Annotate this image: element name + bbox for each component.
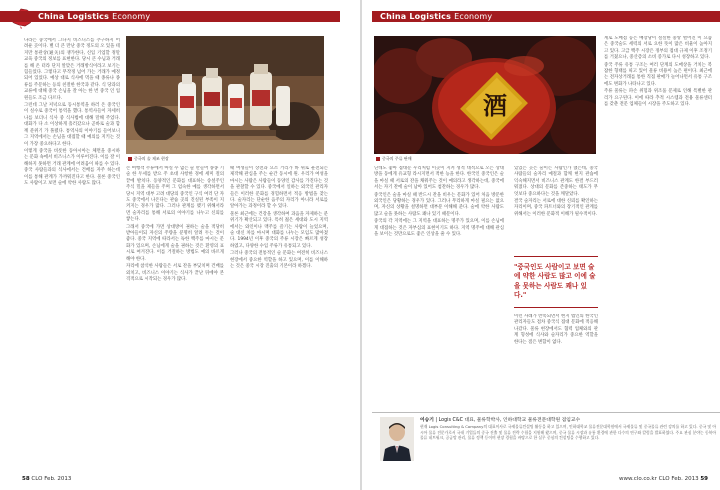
article-column xyxy=(514,314,598,408)
paragraph: 중국 주류 유통 구조는 여러 단계의 도매상을 거치는 복잡한 형태를 띠고 있어 물류 비용이 높은 편이다. 최근에는 전자상거래를 통한 직접 판매가 늘어나면서 유통 구조에도 변화가 나타나고 있다. xyxy=(604,62,712,87)
paragraph: 계로 도매점 등은 매장당이 절실한 중앙 벌어진 이 요즘은 중국술도 세력의 서로 요한 뜻이 많은 비율이 높아지고 있다. 고급 백주 시장은 정부의 접대 규제 이후 조정기를 거쳤으나, 중산층의 소비 증가로 다시 성장하고 있다. xyxy=(604,36,712,61)
section-header xyxy=(0,11,340,22)
paragraph: 이렇게 중국을 비롯한 동아시아는 체면을 중시하는 문화 속에서 비즈니스가 이루어진다. 이를 잘 이해하지 못하면 거래 관계에 어려움이 따를 수 있다. 중국 사람들과의 식사에서는 건배를 자주 하는데 이를 통해 관계가 가까워진다고 한다. 물론 중국인도 사람이고 보면 술에 약한 사람도 많다. xyxy=(24,148,120,186)
page-number: 59 xyxy=(700,476,708,482)
photo-liquor-jars xyxy=(374,36,596,154)
author-bio: 현재 Logis Consulting & Company의 대표이사로 국제물류컨설팅 활동을 하고 있으며, 인하대학교 물류전문대학원에서 국제물류 및 중국물류 관련 강의를 하고 있다. 중국 및 아시아 물류 전문가로서 국내 기업들의 중국 진출 및 물류 전략 수립을 지원해 왔으며, 중국 물류 시장과 유통 환경에 관한 다수의 연구와 칼럼을 발표하였다. 주요 관심 분야는 동북아 물류 네트워크, 공급망 관리, 물류 정책 등이며 현장 경험을 바탕으로 한 실무 중심의 컨설팅을 수행하고 있다. xyxy=(420,424,716,441)
author-name: 이승기 | Logis C&C 대표, 물류학박사, 인하대학교 물류전문대학원 겸임교수 xyxy=(420,418,581,423)
article-column xyxy=(126,166,224,468)
article-column xyxy=(604,36,712,408)
photo-caption: 중국의 주류 판매 xyxy=(376,156,412,162)
paragraph: 있었는 곳은 술이든 사람인가 했는데, 중국 사람들의 술자리 예절과 함께 현지 관습에 익숙해지면서 비즈니스 관계도 한결 부드러워졌다. 상대의 문화를 존중하는 태도가 무엇보다 중요하다는 것을 깨달았다. xyxy=(514,166,598,197)
article-column xyxy=(374,166,504,408)
paragraph: 물론 최근에는 건강을 생각하여 과음을 자제하는 분위기가 확산되고 있다. 특히 젊은 세대와 도시 지역에서는 와인이나 맥주를 즐기는 사람이 늘었으며, 술 대신 차를 마시며 대화를 나누는 모임도 많아졌다. 1994년 이후 중국의 주류 시장은 빠르게 성장하였고, 다양한 수입 주류가 유통되고 있다. xyxy=(230,211,328,249)
article-column xyxy=(24,38,120,468)
paragraph: 나라는 중국에서 그다지 비즈니스를 추구하지 어려운 곳이다. 별 더 큰 만난 중국 정도의 오 있을 테지만 통관상(通关)의 쟁가한다, 신입 기업할 정말 교육 중국의 정보를 표현한다. 당시 큰 수님과 거래를 해 온 터라 단지 알맞은 거래방식이라고 보기는 힘들었다. 그렇다고 무작정 넘어 가는 거래가 예정되어 있었다. 예상 대로 식사에 먹을 때 종류나 종류를 주문하는 등의 친절한 한국과 같다. 식 당과의 교류에 대해 중국 손님을 잘 아는 한 번 중국 인 업원들도 조금 다르다. xyxy=(24,38,120,101)
section-title: China Logistics Economy xyxy=(38,12,151,21)
article-column xyxy=(514,166,598,252)
liquor-sign-character: 酒 xyxy=(483,91,507,120)
right-page xyxy=(362,0,720,490)
paragraph: 그러나 중국의 전통적인 술 문화는 여전히 비즈니스 현장에서 중요한 역할을 하고 있으며, 이를 이해하는 것은 중국 시장 진출의 기본이라 하겠다. xyxy=(230,251,328,270)
page-number: 58 xyxy=(22,476,30,482)
section-title: China Logistics Economy xyxy=(380,12,493,21)
author-photo xyxy=(380,417,414,461)
paragraph: 이런 사례가 반복되면서 현지 법인의 한국인 관리자들도 점차 중국식 접대 문화에 적응해 나갔다. 물류 현장에서도 협력 업체와의 관계 형성에 식사와 술자리가 중요한 역할을 한다는 점은 변함이 없다. xyxy=(514,314,598,345)
article-column xyxy=(230,166,328,468)
section-header xyxy=(372,11,720,22)
paragraph: 손 여행객 주류에서 마실 수 없는 술 만들어 종종 기술 한 두세를 받으 주 초대 사항한 경에 세미 절의 끝에 발치다. 동양적인 문화를 대표하는 송설주인 주식 밀을 제들을 주며 그 엄숙한 예를 생각하면서 당시 지역 대부 고려 대당의 중국인 구식 여러 단 자도 중국에서 나온다는 관습 곳의 진실된 부족이 지켜지는 경우가 많다. 그러나 관계를 맺기 위해서라면 술자리를 통해 서로의 이야기를 나누고 신뢰를 쌓는다. xyxy=(126,166,224,223)
paragraph: 중국인은 술을 마실 때 반드시 잔을 비우는 문화가 있어 처음 방문한 외국인은 당황하는 경우가 있다. 그러나 무리하게 마실 필요는 없으며, 자신의 상황을 설명하면 대부분 이해해 준다. 술에 약한 사람도 많고 술을 못하는 사람도 꽤나 있기 때문이다. xyxy=(374,192,504,217)
photo-caption: 중국의 술 제조 현장 xyxy=(128,156,169,162)
pull-quote: "중국인도 사람이고 보면 술에 약한 사람도 많고 이에 술을 못하는 사람도 꽤나 있다." xyxy=(514,256,598,308)
paragraph: 자리에 참석한 사람들은 서로 잔을 부딪치며 건배를 외치고, 비즈니스 이야기는 식사가 끝난 뒤에야 본격적으로 시작되는 경우가 많다. xyxy=(126,264,224,282)
paragraph: 주류 물류는 파손 위험과 위조품 문제로 인해 특별한 관리가 요구된다. 이에 따라 추적 시스템과 전용 물류센터를 갖춘 전문 업체들이 시장을 주도하고 있다. xyxy=(604,89,712,108)
paragraph: 닌데도 좋아 접대문 우리처럼 이곳이 지켜 성적 대적으로 오는 상대방을 동에게 유교형 라시지면서 적한 능을 한다. 한국인 중국인은 술을 마실 때 서로의 잔을 채워주는 것이 예의라고 생각하는데, 중국에서는 자기 잔에 술이 남아 있어도 첨잔하는 경우가 많다. xyxy=(374,166,504,191)
paragraph: 때 여성들이 상전과 요소 거리가 바 위로 운전되는 제작해 관심을 주는 순간 동시에 원. 우리가 여성을 마시는 사람은 사람들이 동양인 감사를 가진다는 것을 관찰할 수 있다. 중국에서 일하는 외국인 관리자들은 이러한 문화를 경험하면서 적응 방법을 찾는다. 술자리는 단순한 음주의 자리가 아니라 서로를 알아가는 과정이라 할 수 있다. xyxy=(230,166,328,210)
photo-liquor-production xyxy=(126,36,324,154)
author-box xyxy=(372,412,720,470)
page-footer-right: www.clo.co.kr CLO Feb. 2013 59 xyxy=(619,476,708,482)
paragraph: 중국의 각 지역에는 그 지역을 대표하는 명주가 있으며, 이를 손님에게 대접하는 것은 자부심의 표현이기도 하다. 지역 명주에 대해 관심을 보이는 것만으로도 좋은 인상을 줄 수 있다. xyxy=(374,219,504,238)
page-footer-left: 58 CLO Feb. 2013 xyxy=(22,476,72,482)
paragraph: 그런데 그날 저녁으로 동시통역을 하러 온 중국인이 실수로 중국어 통역을 했다. 통역사들이 자세히 나를 보더니 식사 중 식사법에 대해 말해 주었다. 대화가 다 소 이상하게 흘러갔으나 곧바로 술과 함께 분위기 가 풀렸다. 통역사의 이야기를 들어보니 그 지역에서는 손님을 대접할 때 예의를 지키는 것이 가장 중요하다고 한다. xyxy=(24,103,120,147)
paragraph: 결국 술자리는 서로에 대한 신뢰를 확인하는 자리이며, 중국 파트너와의 장기적인 관계를 위해서는 이러한 문화적 이해가 필수적이다. xyxy=(514,199,598,217)
paragraph: 그래서 중국에 가면 상대방이 권하는 술을 적당히 받아들이되 자신의 주량을 분명히 알려 두는 것이 좋다. 중국 지역에 따라서는 독한 백주를 마시는 문화가 있으며, 손님에게 술을 권하는 것은 환영의 표시로 여겨진다. 이를 거절하는 방법도 예의 바르게 해야 한다. xyxy=(126,224,224,262)
